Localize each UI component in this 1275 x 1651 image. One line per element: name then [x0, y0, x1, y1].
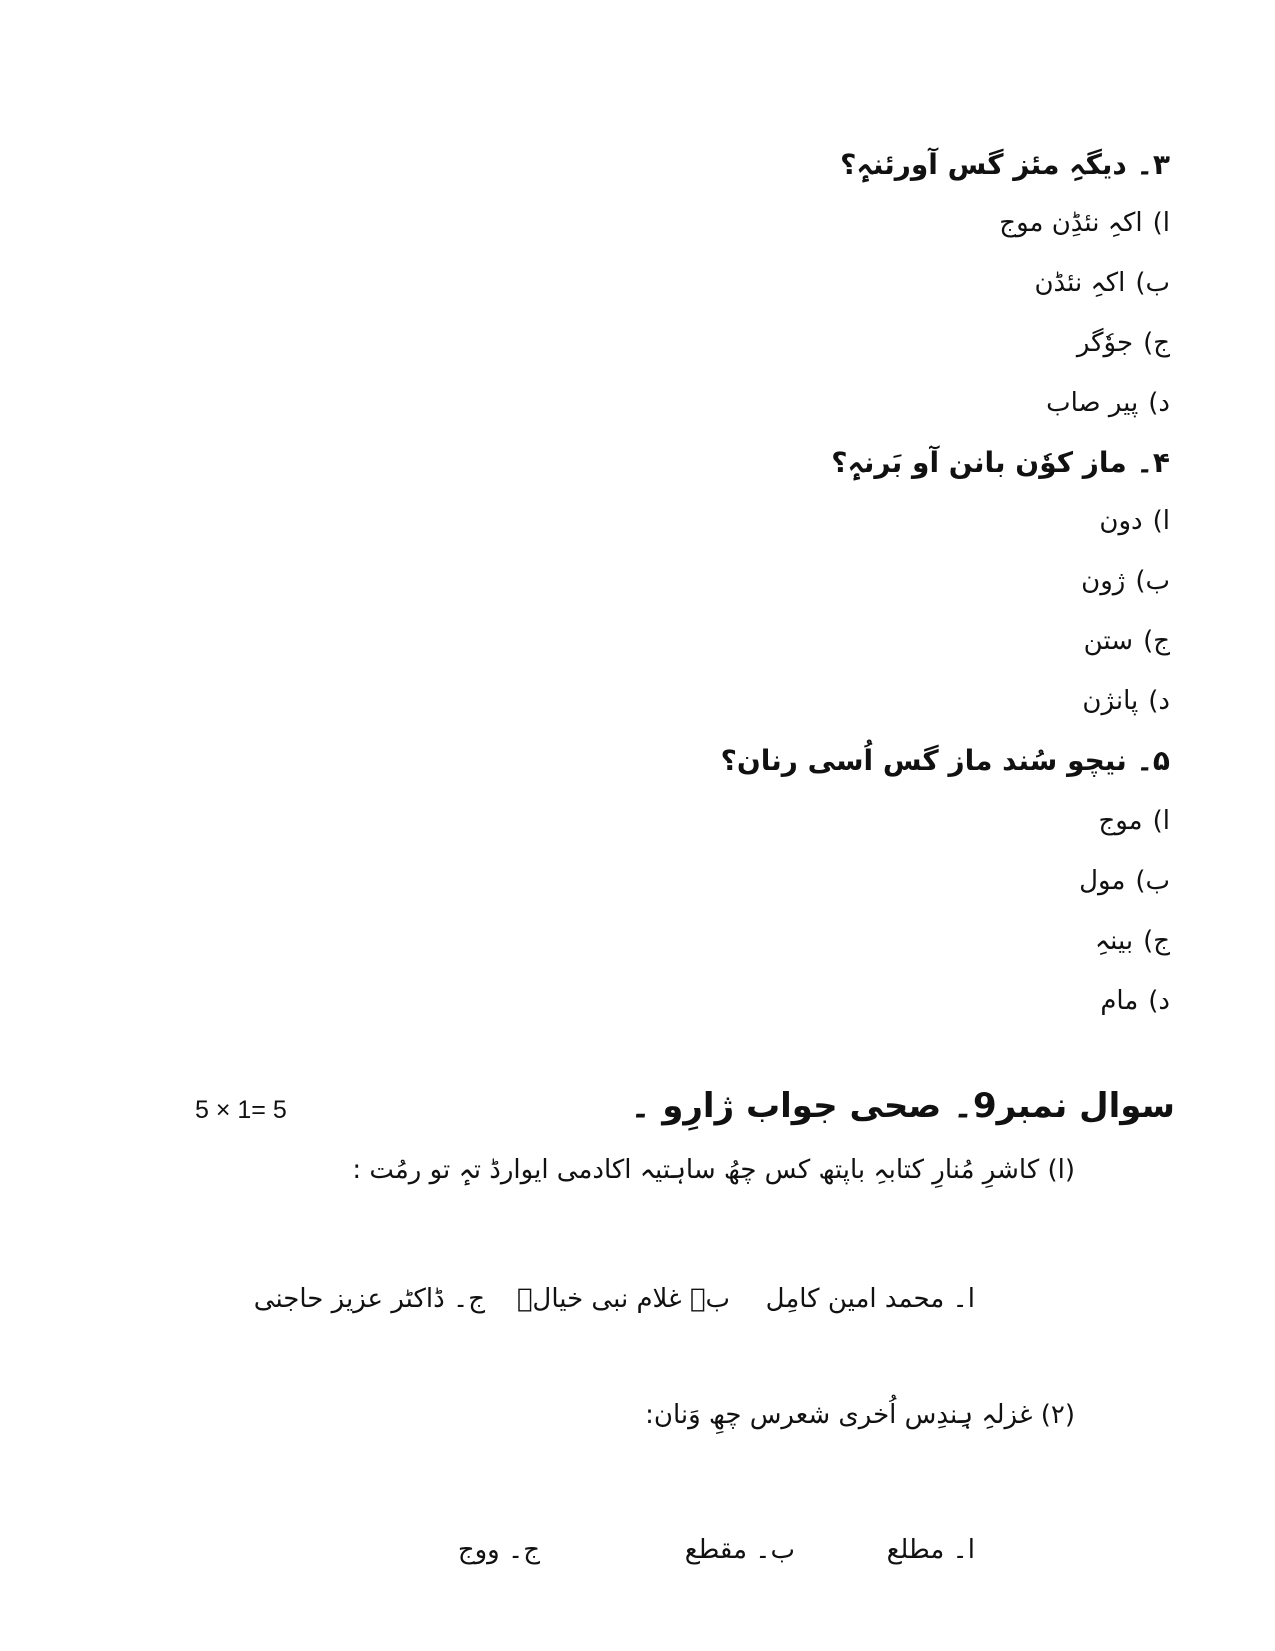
- subquestion-2: (۲) غزلہِ ہِندِس اُخری شعرس چھِ وَنان:: [645, 1400, 1075, 1430]
- question-5-option-c: [1095, 926, 1170, 957]
- option-marker: ب): [1135, 866, 1170, 896]
- option-marker: ب): [1135, 268, 1170, 298]
- option-text: اکہِ نئڈن: [1034, 268, 1126, 298]
- marks-label: 5 × 1= 5: [195, 1096, 287, 1124]
- option-text: اکہِ نئڈِن موج: [999, 208, 1143, 238]
- question-3-option-c: [1077, 328, 1170, 359]
- option-marker: ا): [1152, 208, 1170, 238]
- question-3: ۳۔ دیگہِ مئز گس آورئنہٕ؟: [840, 148, 1170, 181]
- subquestion-1: (ا) کاشرِ مُنارِ کتابہِ باپتھ کس چھُ ساہتیہ اکادمی ایوارڈ تہٕ تو رمُت :: [352, 1155, 1075, 1185]
- option-text: دون: [1099, 506, 1143, 536]
- option-text: مول: [1079, 866, 1126, 896]
- option-text: ستن: [1083, 626, 1134, 656]
- subquestion-2-choice-a: ا۔ مطلع: [886, 1535, 975, 1565]
- question-4-option-b: [1081, 566, 1170, 597]
- option-marker: ج): [1143, 926, 1170, 956]
- question-5-option-a: [1098, 806, 1170, 837]
- subquestion-1-choice-b: ب۔ غلام نبی خیالؔ: [516, 1284, 730, 1314]
- question-4-option-a: [1099, 506, 1170, 537]
- question-5-option-d: [1100, 986, 1170, 1017]
- option-marker: ج): [1143, 328, 1170, 358]
- option-text: مام: [1100, 986, 1139, 1016]
- question-3-option-d: [1046, 388, 1170, 419]
- subquestion-1-choice-c: ج۔ ڈاکٹر عزیز حاجنی: [253, 1284, 485, 1314]
- subquestion-2-choice-b: ب۔ مقطع: [684, 1535, 795, 1565]
- question-4-option-d: [1082, 686, 1170, 717]
- option-text: جوٗگر: [1076, 328, 1134, 358]
- option-text: پیر صاب: [1046, 388, 1139, 418]
- option-text: پانژن: [1082, 686, 1139, 716]
- option-marker: ا): [1152, 806, 1170, 836]
- question-3-option-b: [1034, 268, 1170, 299]
- option-marker: د): [1148, 388, 1170, 418]
- option-text: ژون: [1081, 566, 1126, 596]
- question-3-option-a: [999, 208, 1170, 239]
- option-marker: د): [1148, 686, 1170, 716]
- option-marker: د): [1148, 986, 1170, 1016]
- option-text: بینہِ: [1094, 926, 1134, 956]
- question-5: ۵۔ نیچو سُند ماز گس اُسی رنان؟: [720, 744, 1170, 777]
- section-heading: سوال نمبر9۔ صحی جواب ژارِو ۔: [630, 1086, 1175, 1126]
- subquestion-2-choice-c: ج۔ ووج: [457, 1535, 540, 1565]
- question-4-option-c: [1084, 626, 1170, 657]
- option-marker: ج): [1143, 626, 1170, 656]
- question-5-option-b: [1079, 866, 1170, 897]
- option-marker: ا): [1152, 506, 1170, 536]
- option-marker: ب): [1135, 566, 1170, 596]
- question-4: ۴۔ ماز کوٗن بانن آو بَرنہٕ؟: [831, 446, 1170, 479]
- option-text: موج: [1098, 806, 1143, 836]
- subquestion-1-choice-a: ا۔ محمد امین کامِل: [765, 1284, 975, 1314]
